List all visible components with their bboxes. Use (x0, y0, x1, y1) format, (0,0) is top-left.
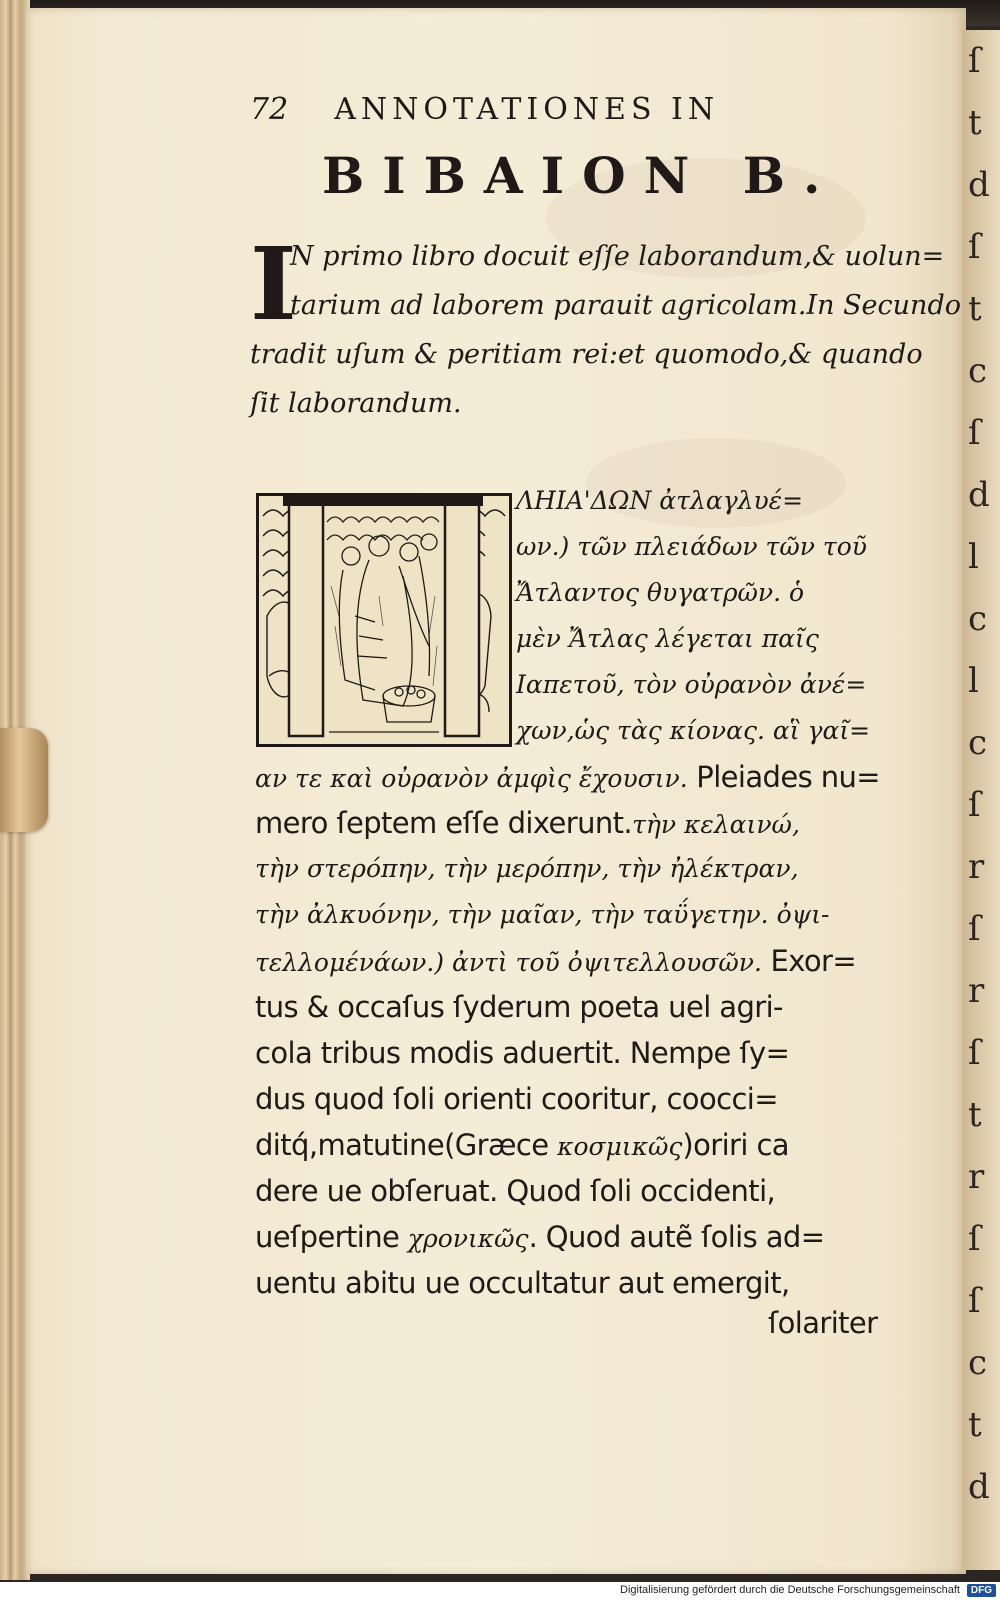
catchword: ſolariter (768, 1306, 878, 1340)
facing-page-letter: c (968, 351, 988, 391)
text-line: tus & occaſus ſyderum poeta uel agri- (255, 990, 783, 1024)
facing-page-letter: c (968, 1343, 988, 1383)
historiated-initial-woodcut-icon (256, 493, 512, 747)
facing-page-edge (962, 30, 1000, 1570)
greek-line: μὲν Ἄτλας λέγεται παῖς (516, 624, 819, 653)
beside-woodcut-text (516, 478, 870, 754)
facing-page-letter: ſ (968, 1281, 981, 1321)
facing-page-letter: d (968, 1467, 990, 1507)
text-line: dus quod ſoli orienti cooritur, coocci= (255, 1082, 778, 1116)
facing-page-letter: c (968, 599, 988, 639)
facing-page-letter: ſ (968, 1033, 981, 1073)
facing-page-letter: r (968, 847, 985, 887)
text-line: uentu abitu ue occultatur aut emergit, (255, 1266, 790, 1300)
greek-line: Ἄτλαντος θυγατρῶν. ὁ (516, 578, 805, 607)
facing-page-letter: t (968, 1405, 982, 1445)
facing-page-letter: d (968, 475, 990, 515)
facing-page-letter: ſ (968, 413, 981, 453)
greek-line: ΛΗΙΑ'ΔΩΝ ἀτλαγλυέ= (516, 486, 804, 515)
dfg-logo-icon: DFG (967, 1584, 996, 1597)
body-text (255, 754, 880, 1306)
facing-page-letter: ſ (968, 227, 981, 267)
text-line: ditq́,matutine(Græce κοσμικῶς)oriri ca (255, 1128, 789, 1162)
credit-bar (0, 1582, 1000, 1602)
facing-page-letter: ſ (968, 41, 981, 81)
text-line: τὴν στερόπην, τὴν μερόπην, τὴν ἠλέκτραν, (255, 854, 799, 883)
text-line: cola tribus modis aduertit. Nempe ſy= (255, 1036, 790, 1070)
drop-cap: I (250, 225, 297, 343)
digitization-credit: Digitalisierung gefördert durch die Deutsche Forschungsgemeinschaft (620, 1584, 960, 1596)
facing-page-letter: ſ (968, 909, 981, 949)
greek-line: Ιαπετοῦ, τὸν οὐρανὸν ἀνέ= (516, 670, 867, 699)
text-line: dere ue obſeruat. Quod ſoli occidenti, (255, 1174, 776, 1208)
greek-line: χων,ὡς τὰς κίονας. αἳ γαῖ= (516, 716, 871, 745)
bookmark-ribbon (0, 728, 48, 832)
book-title: BIBAION B. (322, 146, 839, 205)
facing-page-letter: d (968, 165, 990, 205)
facing-page-letter: l (968, 537, 979, 577)
intro-paragraph (250, 225, 961, 428)
running-head-text: ANNOTATIONES IN (334, 92, 720, 127)
text-line: αν τε καὶ οὐρανὸν ἀμφὶς ἔχουσιν. Pleiades nu= (255, 760, 880, 794)
text-line: τελλομένάων.) ἀντὶ τοῦ ὀψιτελλουσῶν. Exor= (255, 944, 857, 978)
text-line: τὴν ἀλκυόνην, τὴν μαῖαν, τὴν ταΰγετην. ὀψι- (255, 900, 830, 929)
facing-page-letter: t (968, 289, 982, 329)
running-head (250, 92, 830, 127)
intro-line: N primo libro docuit eſſe laborandum,& uolun= (290, 241, 945, 272)
greek-line: ων.) τῶν πλειάδων τῶν τοῦ (516, 532, 867, 561)
intro-line: ſit laborandum. (250, 388, 462, 419)
text-line: mero ſeptem eſſe dixerunt.τὴν κελαινώ, (255, 806, 800, 840)
facing-page-letter: t (968, 103, 982, 143)
facing-page-letter: l (968, 661, 979, 701)
facing-page-letter: r (968, 1157, 985, 1197)
facing-page-letter: ſ (968, 1219, 981, 1259)
intro-line: tarium ad laborem parauit agricolam.In Secundo (290, 290, 961, 321)
text-line: ueſpertine χρονικῶς. Quod autẽ ſolis ad= (255, 1220, 825, 1254)
facing-page-letter: c (968, 723, 988, 763)
page-number: 72 (250, 92, 289, 127)
facing-page-letter: r (968, 971, 985, 1011)
intro-line: tradit uſum & peritiam rei:et quomodo,& quando (250, 339, 923, 370)
facing-page-letter: ſ (968, 785, 981, 825)
facing-page-letter: t (968, 1095, 982, 1135)
